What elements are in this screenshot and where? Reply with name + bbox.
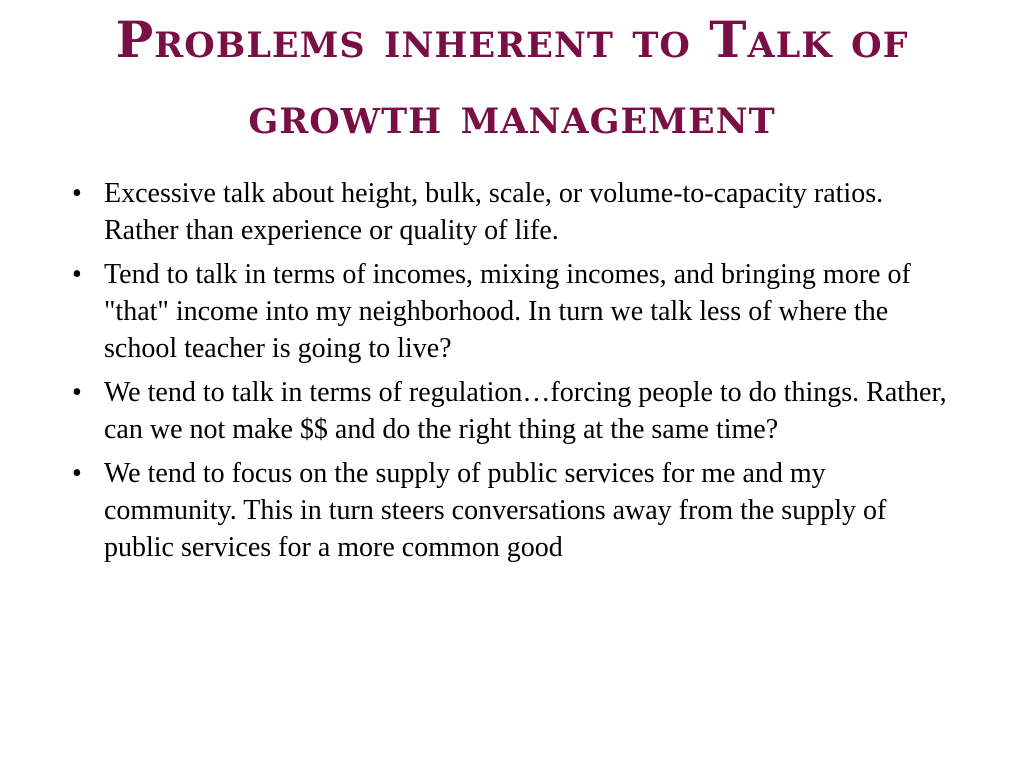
bullet-icon: • [72, 377, 82, 408]
bullet-icon: • [72, 458, 82, 489]
bullet-text: Excessive talk about height, bulk, scale, or volume-to-capacity ratios. Rather than experience or quality of life. [104, 178, 884, 246]
bullet-list [72, 175, 952, 573]
bullet-item [72, 175, 952, 249]
slide-title: Problems inherent to Talk of growth management [115, 10, 909, 145]
bullet-item [72, 455, 952, 566]
bullet-text: We tend to talk in terms of regulation…forcing people to do things. Rather, can we not make $$ and do the right thing at the same time? [104, 377, 947, 445]
bullet-item [72, 374, 952, 448]
bullet-text: We tend to focus on the supply of public services for me and my community. This in turn steers conversations away from the supply of public services for a more common good [104, 458, 887, 563]
bullet-item [72, 256, 952, 367]
bullet-icon: • [72, 259, 82, 290]
bullet-icon: • [72, 178, 82, 209]
bullet-text: Tend to talk in terms of incomes, mixing incomes, and bringing more of "that" income into my neighborhood. In turn we talk less of where the school teacher is going to live? [104, 259, 911, 364]
